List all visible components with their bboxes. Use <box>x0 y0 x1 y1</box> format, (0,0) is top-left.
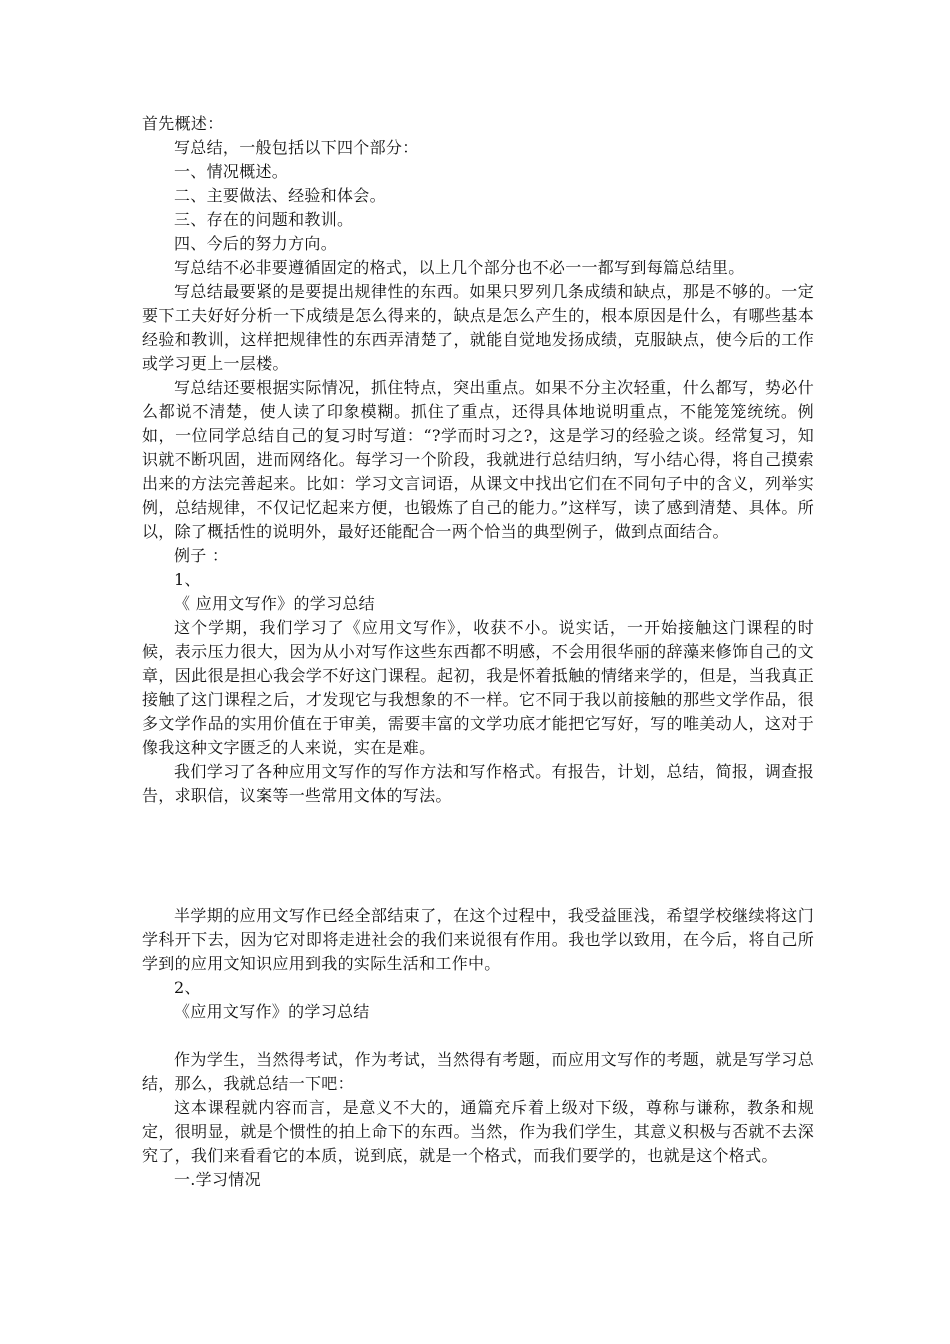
parts-intro: 写总结，一般包括以下四个部分： <box>174 138 419 157</box>
example1-paragraph-2: 我们学习了各种应用文写作的写作方法和写作格式。有报告，计划，总结，简报，调查报告，求职信，议案等一些常用文体的写法。 <box>142 762 814 805</box>
example2-paragraph-2: 这本课程就内容而言，是意义不大的，通篇充斥着上级对下级，尊称与谦称，教条和规定，很明显，就是个惯性的拍上命下的东西。当然，作为我们学生，其意义积极与否就不去深究了，我们来看看它的本质，说到底，就是一个格式，而我们要学的，也就是这个格式。 <box>142 1098 814 1165</box>
part-item-2: 二、主要做法、经验和体会。 <box>174 186 386 205</box>
blank-line <box>142 1024 814 1048</box>
examples-heading: 例子 ： <box>174 546 229 565</box>
example-number-2: 2、 <box>174 978 201 997</box>
part-item-1: 一、情况概述。 <box>174 162 289 181</box>
example1-paragraph-3: 半学期的应用文写作已经全部结束了，在这个过程中，我受益匪浅，希望学校继续将这门学科开下去，因为它对即将走进社会的我们来说很有作用。我也学以致用，在今后，将自己所学到的应用文知识应用到我的实际生活和工作中。 <box>142 906 814 973</box>
part-item-3: 三、存在的问题和教训。 <box>174 210 354 229</box>
intro-line: 首先概述： <box>142 114 224 133</box>
example-title-1: 《 应用文写作》的学习总结 <box>174 594 375 613</box>
part-item-4: 四、今后的努力方向。 <box>174 234 338 253</box>
example-title-2: 《应用文写作》的学习总结 <box>174 1002 370 1021</box>
focus-paragraph: 写总结还要根据实际情况，抓住特点，突出重点。如果不分主次轻重，什么都写，势必什么都说不清楚，使人读了印象模糊。抓住了重点，还得具体地说明重点，不能笼笼统统。例如，一位同学总结自己的复习时写道：“?学而时习之?，这是学习的经验之谈。经常复习，知识就不断巩固，进而网络化。每学习一个阶段，我就进行总结归纳，写小结心得，将自己摸索出来的方法完善起来。比如：学习文言词语，从课文中找出它们在不同句子中的含义，列举实例，总结规律，不仅记忆起来方便，也锻炼了自己的能力。”这样写，读了感到清楚、具体。所以，除了概括性的说明外，最好还能配合一两个恰当的典型例子，做到点面结合。 <box>142 378 814 541</box>
example1-paragraph-1: 这个学期，我们学习了《应用文写作》，收获不小。说实话，一开始接触这门课程的时候，表示压力很大，因为从小对写作这些东西都不明感，不会用很华丽的辞藻来修饰自己的文章，因此很是担心我会学不好这门课程。起初，我是怀着抵触的情绪来学的，但是，当我真正接触了这门课程之后，才发现它与我想象的不一样。它不同于我以前接触的那些文学作品，很多文学作品的实用价值在于审美，需要丰富的文学功底才能把它写好，写的唯美动人，这对于像我这种文字匮乏的人来说，实在是难。 <box>142 618 814 757</box>
section-heading-study: 一.学习情况 <box>174 1170 261 1189</box>
document-page <box>142 112 814 1192</box>
rules-paragraph: 写总结最要紧的是要提出规律性的东西。如果只罗列几条成绩和缺点，那是不够的。一定要下工夫好好分析一下成绩是怎么得来的，缺点是怎么产生的，根本原因是什么，有哪些基本经验和教训，这样把规律性的东西弄清楚了，就能自觉地发扬成绩，克服缺点，使今后的工作或学习更上一层楼。 <box>142 282 814 373</box>
example-number-1: 1、 <box>174 570 201 589</box>
format-paragraph: 写总结不必非要遵循固定的格式，以上几个部分也不必一一都写到每篇总结里。 <box>174 258 745 277</box>
blank-space <box>142 808 814 904</box>
example2-paragraph-1: 作为学生，当然得考试，作为考试，当然得有考题，而应用文写作的考题，就是写学习总结，那么，我就总结一下吧： <box>142 1050 814 1093</box>
